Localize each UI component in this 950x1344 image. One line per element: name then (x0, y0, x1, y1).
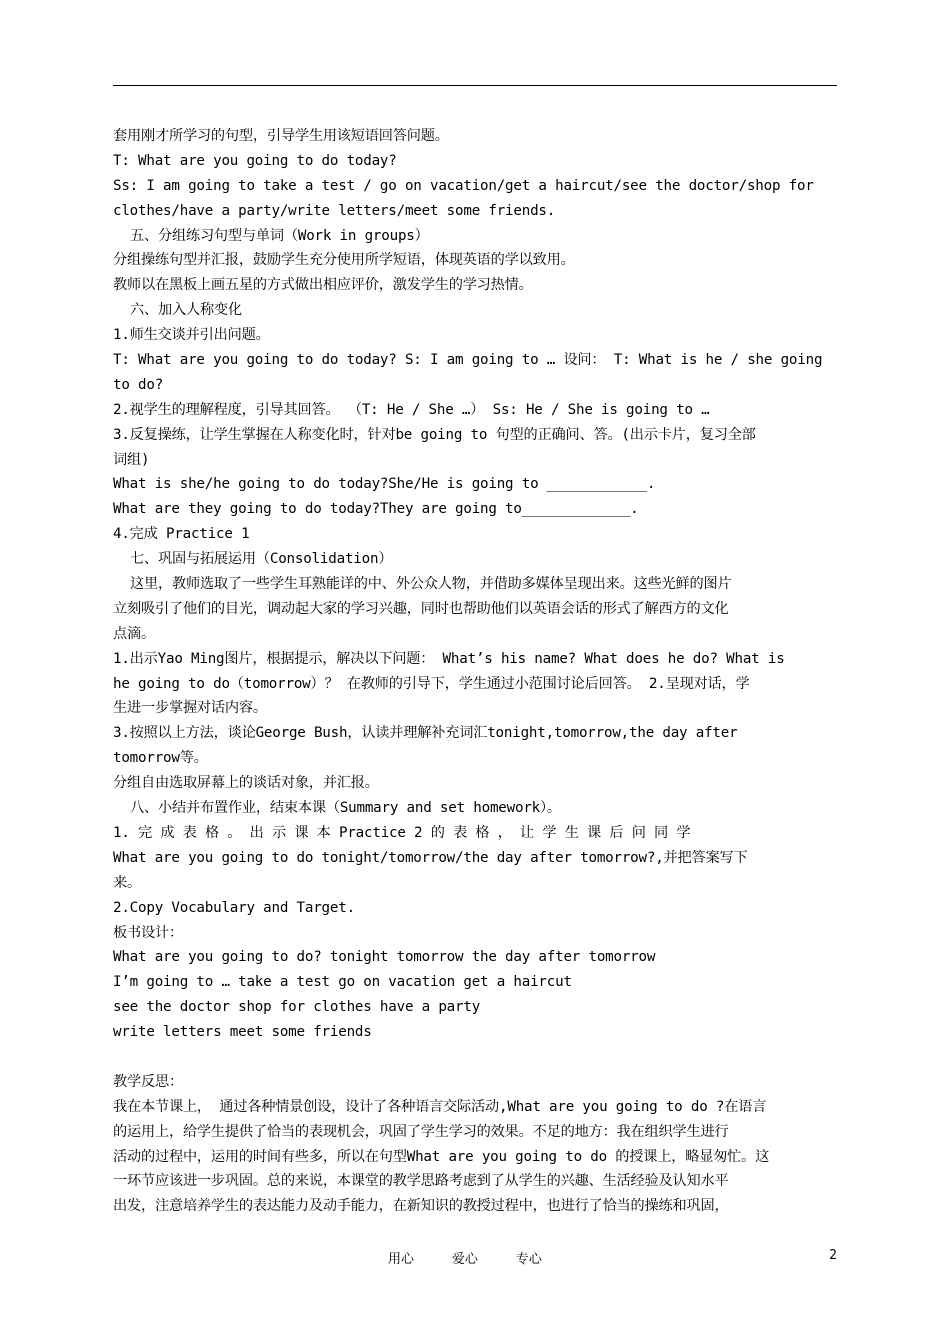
body-line: 教师以在黑板上画五星的方式做出相应评价，激发学生的学习热情。 (113, 277, 533, 294)
body-line: 活动的过程中，运用的时间有些多，所以在句型What are you going to do 的授课上，略显匆忙。这 (113, 1148, 770, 1165)
section-heading: 五、分组练习句型与单词（Work in groups） (130, 227, 429, 244)
body-line: 3.反复操练，让学生掌握在人称变化时，针对be going to 句型的正确问、答。(出示卡片，复习全部 (113, 426, 756, 443)
body-line: 来。 (113, 874, 141, 891)
body-line: 我在本节课上， 通过各种情景创设，设计了各种语言交际活动,What are you going to do ?在语言 (113, 1098, 767, 1115)
body-line: 词组) (113, 451, 150, 468)
body-line: What are you going to do tonight/tomorrow/the day after tomorrow?,并把答案写下 (113, 849, 748, 866)
body-line: 立刻吸引了他们的目光，调动起大家的学习兴趣，同时也帮助他们以英语会话的形式了解西方的文化 (113, 600, 729, 617)
board-line: write letters meet some friends (113, 1024, 372, 1041)
section-heading: 六、加入人称变化 (130, 302, 242, 319)
body-line: What are they going to do today?They are going to_____________. (113, 501, 639, 518)
body-line: he going to do（tomorrow）？ 在教师的引导下，学生通过小范围讨论后回答。 2.呈现对话，学 (113, 675, 750, 692)
body-line: tomorrow等。 (113, 750, 208, 767)
body-line: 出发，注意培养学生的表达能力及动手能力，在新知识的教授过程中，也进行了恰当的操练和巩固， (113, 1198, 729, 1215)
board-line: What are you going to do? tonight tomorrow the day after tomorrow (113, 949, 656, 966)
footer-motto-word: 爱心 (451, 1252, 478, 1267)
board-line: I’m going to … take a test go on vacation get a haircut (113, 974, 572, 991)
page-footer (0, 1248, 950, 1268)
section-heading: 教学反思： (113, 1073, 183, 1090)
document-body (113, 124, 837, 1219)
body-line: Ss: I am going to take a test / go on vacation/get a haircut/see the doctor/shop for (113, 177, 814, 194)
body-line: clothes/have a party/write letters/meet some friends. (113, 202, 556, 219)
body-line: 1.出示Yao Ming图片，根据提示，解决以下问题： What’s his name? What does he do? What is (113, 650, 785, 667)
body-line: to do? (113, 376, 164, 393)
body-line: 板书设计： (113, 924, 183, 941)
body-line: 的运用上，给学生提供了恰当的表现机会，巩固了学生学习的效果。不足的地方：我在组织学生进行 (113, 1123, 729, 1140)
body-line: 1.师生交谈并引出问题。 (113, 327, 270, 344)
body-line: T: What are you going to do today? S: I am going to … 设问： T: What is he / she going (113, 352, 823, 369)
section-heading: 七、巩固与拓展运用（Consolidation） (130, 551, 393, 568)
page-number: 2 (829, 1248, 837, 1263)
paragraph-gap (113, 1045, 837, 1070)
body-line: 一环节应该进一步巩固。总的来说，本课堂的教学思路考虑到了从学生的兴趣、生活经验及认知水平 (113, 1173, 729, 1190)
section-heading: 八、小结并布置作业，结束本课（Summary and set homework）。 (130, 800, 561, 817)
body-line: 这里，教师选取了一些学生耳熟能详的中、外公众人物，并借助多媒体呈现出来。这些光鲜的图片 (130, 576, 732, 593)
body-line: 套用刚才所学习的句型，引导学生用该短语回答问题。 (113, 128, 449, 144)
body-line: What is she/he going to do today?She/He is going to ____________. (113, 476, 656, 493)
body-line: 分组操练句型并汇报，鼓励学生充分使用所学短语，体现英语的学以致用。 (113, 252, 575, 269)
body-line: 4.完成 Practice 1 (113, 526, 250, 543)
body-line: 3.按照以上方法，谈论George Bush，认读并理解补充词汇tonight,tomorrow,the day after (113, 725, 738, 742)
body-line: 2.视学生的理解程度，引导其回答。 （T: He / She …） Ss: He / She is going to … (113, 401, 710, 418)
header-rule (113, 85, 837, 86)
body-line: 2.Copy Vocabulary and Target. (113, 899, 355, 916)
body-line: 1. 完 成 表 格 。 出 示 课 本 Practice 2 的 表 格 ， 让 学 生 课 后 问 同 学 (113, 824, 691, 841)
body-line: 生进一步掌握对话内容。 (113, 700, 267, 717)
footer-motto-word: 用心 (388, 1252, 415, 1267)
footer-motto (388, 1248, 572, 1267)
footer-motto-word: 专心 (515, 1252, 542, 1267)
board-line: see the doctor shop for clothes have a party (113, 999, 481, 1016)
body-line: 分组自由选取屏幕上的谈话对象，并汇报。 (113, 775, 379, 792)
body-line: 点滴。 (113, 625, 155, 642)
body-line: T: What are you going to do today? (113, 152, 397, 169)
